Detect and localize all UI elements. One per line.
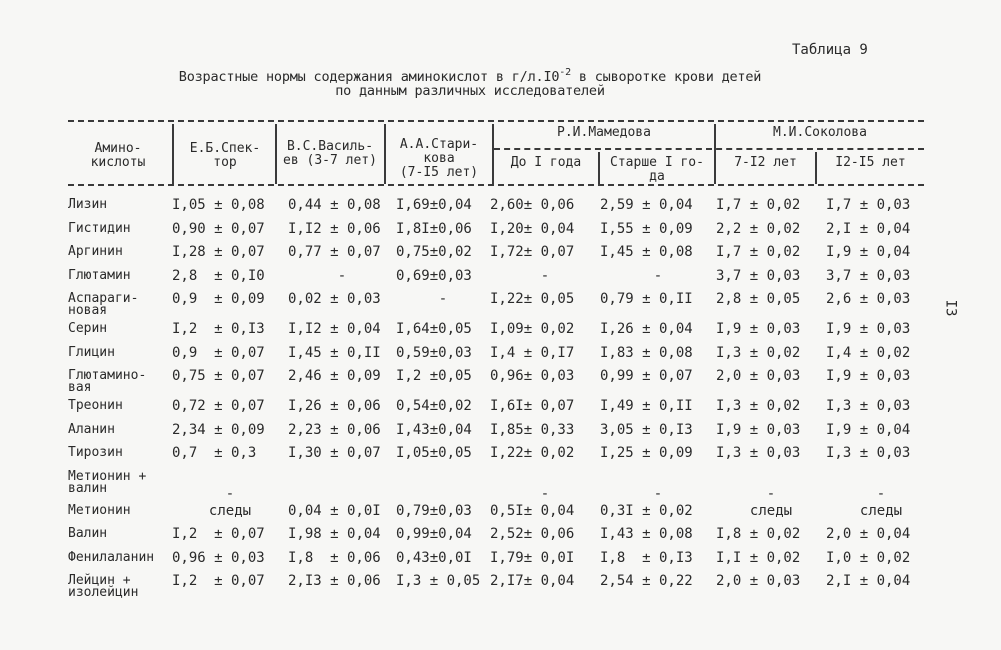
value-cell: I,83 ± 0,08 (600, 344, 693, 361)
value-cell: - (438, 291, 448, 307)
value-cell: 0,59±0,03 (396, 344, 472, 361)
value-cell: I,20± 0,04 (490, 220, 575, 237)
amino-acid-name: Глютамин (68, 267, 131, 283)
value-cell: I,3 ± 0,05 (396, 573, 481, 589)
value-cell: I,26 ± 0,04 (600, 321, 693, 337)
value-cell: I,2 ±0,05 (396, 368, 472, 384)
table-row (68, 525, 936, 549)
value-cell: I,8 ± 0,06 (288, 549, 381, 566)
table-row (68, 421, 936, 445)
value-cell: 2,54 ± 0,22 (600, 573, 693, 589)
value-cell: I,I2 ± 0,06 (288, 220, 381, 237)
value-cell: I,3 ± 0,03 (716, 445, 801, 461)
value-cell: 0,96 ± 0,03 (172, 549, 265, 566)
value-cell: I,30 ± 0,07 (288, 445, 381, 461)
value-cell: I,2 ± 0,I3 (172, 321, 265, 337)
header-vasilyev: В.С.Василь- ев (3-7 лет) (283, 139, 377, 168)
table-number: Таблица 9 (792, 42, 868, 58)
value-cell: - (337, 267, 347, 284)
value-cell: I,9 ± 0,03 (716, 321, 801, 337)
value-cell: I,45 ± 0,08 (600, 244, 693, 260)
value-cell: 0,99 ± 0,07 (600, 368, 693, 384)
table-row (68, 397, 936, 421)
value-cell: I,8 ± 0,I3 (600, 549, 693, 566)
amino-acid-name: Метионин + валин (68, 468, 147, 496)
value-cell: - (653, 267, 663, 284)
value-cell: 2,0 ± 0,03 (716, 368, 801, 384)
amino-acid-name: Фенилаланин (68, 549, 155, 565)
header-sokolova: М.И.Соколова (773, 125, 867, 140)
value-cell: I,05±0,05 (396, 445, 472, 461)
title-line1-b: в сыворотке крови детей (570, 69, 762, 85)
header-top-rule (68, 120, 924, 122)
amino-acid-name: Глицин (68, 344, 115, 360)
header-starikova: А.А.Стари- кова (7-I5 лет) (399, 137, 479, 180)
header-sokolova-7-12: 7-I2 лет (734, 155, 797, 170)
value-cell: I,28 ± 0,07 (172, 244, 265, 260)
value-cell: 2,2 ± 0,02 (716, 220, 801, 237)
amino-acid-name: Аланин (68, 421, 115, 437)
table-row (68, 444, 936, 468)
title-line1-a: Возрастные нормы содержания аминокислот в г/л.I0 (178, 69, 560, 85)
value-cell: I,22± 0,05 (490, 291, 575, 307)
table-row (68, 367, 936, 397)
value-cell (288, 468, 396, 502)
value-cell: I,85± 0,33 (490, 421, 575, 438)
table-title (120, 66, 820, 98)
value-cell: 0,79±0,03 (396, 502, 472, 519)
table-row (68, 320, 936, 344)
value-cell: 3,7 ± 0,03 (716, 267, 801, 284)
value-cell: I,0 ± 0,02 (826, 549, 911, 566)
value-cell: I,43±0,04 (396, 421, 472, 438)
value-cell: I,3 ± 0,03 (826, 445, 911, 461)
value-cell: 2,8 ± 0,05 (716, 291, 801, 307)
amino-acid-name: Лизин (68, 197, 108, 212)
table-row (68, 267, 936, 291)
value-cell: - (225, 485, 235, 502)
page-number: I3 (942, 299, 959, 317)
header-spektor: Е.Б.Спек- тор (189, 141, 261, 170)
value-cell: I,7 ± 0,03 (826, 197, 911, 213)
value-cell: I,79± 0,0I (490, 549, 575, 566)
amino-acid-name: Аргинин (68, 244, 123, 259)
value-cell: I,64±0,05 (396, 321, 472, 337)
amino-acid-name: Глютамино- вая (68, 368, 147, 395)
table-row (68, 196, 936, 220)
value-cell: 0,54±0,02 (396, 398, 472, 414)
value-cell: - (766, 485, 776, 502)
title-line2: по данным различных исследователей (335, 83, 605, 99)
value-cell: I,2 ± 0,07 (172, 526, 265, 542)
value-cell: I,8I±0,06 (396, 220, 472, 237)
value-cell: I,9 ± 0,04 (826, 421, 911, 438)
value-cell: 0,90 ± 0,07 (172, 220, 265, 237)
table-row (68, 243, 936, 267)
amino-acid-table (68, 196, 936, 602)
value-cell: 0,77 ± 0,07 (288, 244, 381, 260)
value-cell: 2,I ± 0,04 (826, 573, 911, 589)
amino-acid-name: Тирозин (68, 445, 123, 460)
value-cell: 0,9 ± 0,07 (172, 344, 265, 361)
header-bottom-rule (68, 184, 924, 186)
value-cell: I,9 ± 0,03 (826, 321, 911, 337)
header-sokolova-12-15: I2-I5 лет (835, 155, 906, 170)
value-cell: I,I ± 0,02 (716, 549, 801, 566)
value-cell: I,7 ± 0,02 (716, 197, 801, 213)
value-cell: 3,05 ± 0,I3 (600, 421, 693, 438)
value-cell: I,72± 0,07 (490, 244, 575, 260)
table-row (68, 549, 936, 573)
table-row (68, 572, 936, 602)
table-row (68, 344, 936, 368)
value-cell: 2,52± 0,06 (490, 526, 575, 542)
header-mamedova-over-1: Старше I го- да (610, 155, 704, 184)
amino-acid-name: Треонин (68, 398, 123, 413)
value-cell: 0,5I± 0,04 (490, 502, 575, 519)
table-row (68, 502, 936, 526)
value-cell: следы (208, 502, 252, 519)
value-cell: - (540, 485, 550, 502)
value-cell: 2,0 ± 0,04 (826, 526, 911, 542)
value-cell: 0,9 ± 0,09 (172, 291, 265, 307)
value-cell: 0,43±0,0I (396, 549, 472, 566)
header-separator (172, 124, 174, 184)
value-cell: 0,69±0,03 (396, 267, 472, 284)
amino-acid-name: Метионин (68, 502, 131, 518)
value-cell (396, 468, 490, 502)
value-cell: 2,8 ± 0,I0 (172, 267, 265, 284)
value-cell: I,05 ± 0,08 (172, 197, 265, 213)
value-cell: I,3 ± 0,03 (826, 398, 911, 414)
value-cell: I,25 ± 0,09 (600, 445, 693, 461)
value-cell: 2,59 ± 0,04 (600, 197, 693, 213)
value-cell: 0,02 ± 0,03 (288, 291, 381, 307)
value-cell: 0,79 ± 0,II (600, 291, 693, 307)
value-cell: I,9 ± 0,03 (716, 421, 801, 438)
header-amino-acids: Амино- кислоты (90, 141, 146, 170)
value-cell: I,98 ± 0,04 (288, 526, 381, 542)
value-cell: I,9 ± 0,04 (826, 244, 911, 260)
value-cell: 2,46 ± 0,09 (288, 368, 381, 384)
value-cell: следы (859, 502, 903, 519)
amino-acid-name: Аспараги- новая (68, 291, 139, 318)
header-mid-rule (494, 148, 924, 150)
value-cell: I,4 ± 0,I7 (490, 344, 575, 361)
value-cell: 2,I3 ± 0,06 (288, 573, 381, 589)
amino-acid-name: Серин (68, 321, 108, 336)
value-cell: - (540, 267, 550, 284)
value-cell: I,43 ± 0,08 (600, 526, 693, 542)
value-cell: I,7 ± 0,02 (716, 244, 801, 260)
value-cell: I,22± 0,02 (490, 445, 575, 461)
value-cell: I,09± 0,02 (490, 321, 575, 337)
value-cell: I,9 ± 0,03 (826, 368, 911, 384)
value-cell: следы (749, 502, 793, 519)
table-row (68, 220, 936, 244)
value-cell: I,3 ± 0,02 (716, 344, 801, 361)
header-mamedova: Р.И.Мамедова (557, 125, 651, 140)
value-cell: 0,96± 0,03 (490, 368, 575, 384)
title-exponent: -2 (559, 67, 571, 78)
value-cell: I,I2 ± 0,04 (288, 321, 381, 337)
value-cell: 2,I ± 0,04 (826, 220, 911, 237)
header-mamedova-under-1: До I года (510, 155, 582, 170)
value-cell: I,69±0,04 (396, 197, 472, 213)
value-cell: 0,99±0,04 (396, 526, 472, 542)
amino-acid-name: Валин (68, 526, 108, 541)
value-cell: 2,60± 0,06 (490, 197, 575, 213)
value-cell: 2,0 ± 0,03 (716, 573, 801, 589)
value-cell: 0,44 ± 0,08 (288, 197, 381, 213)
value-cell: 0,75±0,02 (396, 244, 472, 260)
value-cell: 0,04 ± 0,0I (288, 502, 381, 519)
amino-acid-name: Лейцин + изолейцин (68, 573, 139, 600)
value-cell: 0,3I ± 0,02 (600, 502, 693, 519)
value-cell: 2,I7± 0,04 (490, 573, 575, 589)
table-row (68, 468, 936, 502)
value-cell: 2,6 ± 0,03 (826, 291, 911, 307)
value-cell: I,26 ± 0,06 (288, 398, 381, 414)
table-row (68, 290, 936, 320)
value-cell: I,45 ± 0,II (288, 344, 381, 361)
value-cell: I,6I± 0,07 (490, 398, 575, 414)
value-cell: 2,34 ± 0,09 (172, 421, 265, 438)
value-cell: - (876, 485, 886, 502)
value-cell: 3,7 ± 0,03 (826, 267, 911, 284)
value-cell: 0,72 ± 0,07 (172, 398, 265, 414)
value-cell: I,2 ± 0,07 (172, 573, 265, 589)
value-cell: I,3 ± 0,02 (716, 398, 801, 414)
amino-acid-name: Гистидин (68, 220, 131, 236)
value-cell: 2,23 ± 0,06 (288, 421, 381, 438)
value-cell: I,49 ± 0,II (600, 398, 693, 414)
value-cell: I,8 ± 0,02 (716, 526, 801, 542)
value-cell: 0,75 ± 0,07 (172, 368, 265, 384)
value-cell: 0,7 ± 0,3 (172, 445, 257, 461)
value-cell: I,55 ± 0,09 (600, 220, 693, 237)
value-cell: - (653, 485, 663, 502)
value-cell: I,4 ± 0,02 (826, 344, 911, 361)
